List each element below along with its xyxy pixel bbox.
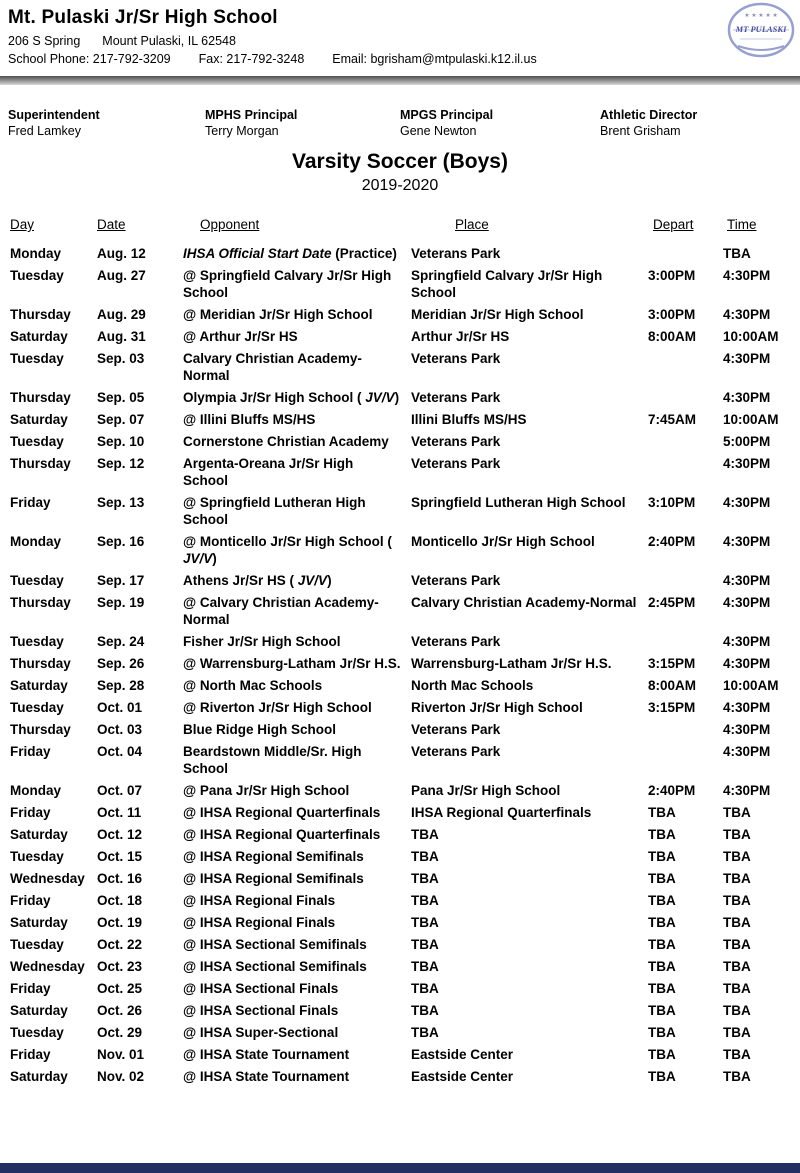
cell-depart	[648, 572, 723, 589]
cell-date: Oct. 07	[97, 783, 143, 798]
cell-date: Aug. 29	[97, 307, 146, 322]
table-row	[10, 306, 796, 323]
cell-day: Friday	[10, 893, 51, 908]
cell-time: 4:30PM	[723, 390, 771, 405]
cell-time: TBA	[723, 959, 751, 974]
cell-date: Oct. 18	[97, 893, 143, 908]
cell-day: Friday	[10, 744, 51, 759]
cell-time: 4:30PM	[723, 634, 771, 649]
cell-day: Saturday	[10, 678, 68, 693]
page-title: Varsity Soccer (Boys)	[292, 150, 508, 173]
cell-depart	[648, 245, 723, 262]
table-row	[10, 533, 796, 567]
page-header	[0, 0, 800, 66]
title-block	[0, 150, 800, 195]
cell-time: 4:30PM	[723, 744, 771, 759]
cell-time: TBA	[723, 805, 751, 820]
cell-day: Friday	[10, 1047, 51, 1062]
cell-day: Saturday	[10, 915, 68, 930]
season-label: 2019-2020	[361, 177, 439, 194]
cell-opponent: @ IHSA Regional Semifinals	[183, 871, 364, 886]
cell-opponent: @ IHSA Sectional Semifinals	[183, 937, 367, 952]
table-row	[10, 914, 796, 931]
cell-depart: 3:15PM	[648, 700, 696, 715]
staff-title: Superintendent	[8, 108, 100, 122]
cell-opponent: @ IHSA Regional Quarterfinals	[183, 805, 381, 820]
cell-depart: TBA	[648, 1069, 676, 1084]
cell-date: Sep. 13	[97, 495, 145, 510]
cell-time: 4:30PM	[723, 268, 771, 283]
cell-time: 4:30PM	[723, 722, 771, 737]
cell-time: 4:30PM	[723, 351, 771, 366]
cell-date: Sep. 12	[97, 456, 145, 471]
cell-depart: 3:10PM	[648, 495, 696, 510]
cell-day: Tuesday	[10, 434, 64, 449]
cell-date: Oct. 15	[97, 849, 143, 864]
opponent-text: JV/V	[365, 390, 395, 405]
cell-date: Oct. 11	[97, 805, 142, 820]
address-part: 206 S Spring	[8, 34, 81, 48]
table-row	[10, 980, 796, 997]
cell-day: Monday	[10, 246, 62, 261]
school-logo-graphic	[726, 2, 796, 64]
cell-time: 4:30PM	[723, 656, 771, 671]
cell-date: Sep. 17	[97, 573, 145, 588]
table-row	[10, 267, 796, 301]
cell-time: 4:30PM	[723, 595, 771, 610]
cell-place: Monticello Jr/Sr High School	[411, 534, 595, 549]
table-row	[10, 848, 796, 865]
column-header-label: Depart	[653, 217, 694, 232]
cell-date: Sep. 16	[97, 534, 145, 549]
column-header-label: Date	[97, 217, 126, 232]
cell-depart	[648, 721, 723, 738]
cell-place: Springfield Lutheran High School	[411, 495, 626, 510]
cell-day: Wednesday	[10, 871, 85, 886]
cell-opponent: @ Calvary Christian Academy-Normal	[183, 595, 379, 627]
cell-date: Oct. 26	[97, 1003, 143, 1018]
cell-place: Eastside Center	[411, 1047, 514, 1062]
cell-time: TBA	[723, 937, 751, 952]
cell-time: TBA	[723, 1003, 751, 1018]
cell-date: Sep. 10	[97, 434, 145, 449]
cell-opponent	[183, 389, 411, 406]
cell-time: TBA	[723, 1069, 751, 1084]
cell-time: 5:00PM	[723, 434, 771, 449]
table-row	[10, 677, 796, 694]
table-row	[10, 1002, 796, 1019]
column-header	[97, 217, 183, 232]
cell-day: Saturday	[10, 1003, 68, 1018]
cell-place: Riverton Jr/Sr High School	[411, 700, 583, 715]
cell-date: Oct. 16	[97, 871, 143, 886]
opponent-text: )	[327, 573, 332, 588]
table-row	[10, 1068, 796, 1085]
cell-opponent: Argenta-Oreana Jr/Sr High School	[183, 456, 354, 488]
cell-date: Oct. 03	[97, 722, 143, 737]
cell-opponent: @ Warrensburg-Latham Jr/Sr H.S.	[183, 656, 401, 671]
cell-depart: TBA	[648, 937, 676, 952]
cell-place: Illini Bluffs MS/HS	[411, 412, 527, 427]
cell-place: Veterans Park	[411, 634, 501, 649]
cell-place: TBA	[411, 981, 439, 996]
cell-time: TBA	[723, 915, 751, 930]
cell-opponent: @ Pana Jr/Sr High School	[183, 783, 350, 798]
cell-day: Tuesday	[10, 634, 64, 649]
cell-place: TBA	[411, 893, 439, 908]
staff-member	[600, 108, 800, 138]
cell-time: TBA	[723, 827, 751, 842]
cell-date: Oct. 23	[97, 959, 143, 974]
opponent-text: IHSA Official Start Date	[183, 246, 332, 261]
cell-time: TBA	[723, 871, 751, 886]
cell-depart: 2:45PM	[648, 595, 696, 610]
cell-date: Sep. 05	[97, 390, 145, 405]
staff-row	[0, 108, 800, 138]
cell-place: TBA	[411, 871, 439, 886]
cell-place: Veterans Park	[411, 722, 501, 737]
opponent-text: Olympia Jr/Sr High School (	[183, 390, 366, 405]
cell-opponent: @ IHSA State Tournament	[183, 1069, 350, 1084]
column-header	[411, 217, 648, 232]
cell-opponent: @ IHSA Regional Semifinals	[183, 849, 364, 864]
cell-opponent: @ IHSA Regional Finals	[183, 893, 336, 908]
cell-depart: TBA	[648, 1047, 676, 1062]
cell-day: Wednesday	[10, 959, 85, 974]
bottom-navy-bar	[0, 1163, 800, 1173]
cell-day: Thursday	[10, 595, 71, 610]
table-header-row	[10, 217, 796, 232]
cell-opponent: @ IHSA Sectional Semifinals	[183, 959, 367, 974]
cell-time: TBA	[723, 1025, 751, 1040]
cell-depart: 3:00PM	[648, 307, 696, 322]
cell-date: Aug. 31	[97, 329, 146, 344]
column-header-label: Time	[727, 217, 757, 232]
cell-depart	[648, 350, 723, 384]
cell-opponent: Fisher Jr/Sr High School	[183, 634, 341, 649]
column-header-label: Day	[10, 217, 35, 232]
cell-opponent: @ Arthur Jr/Sr HS	[183, 329, 298, 344]
cell-depart: TBA	[648, 915, 676, 930]
cell-date: Sep. 26	[97, 656, 145, 671]
cell-day: Tuesday	[10, 1025, 64, 1040]
cell-opponent: @ IHSA Sectional Finals	[183, 1003, 339, 1018]
cell-date: Oct. 01	[97, 700, 143, 715]
cell-opponent: @ Riverton Jr/Sr High School	[183, 700, 372, 715]
cell-time: 4:30PM	[723, 307, 771, 322]
cell-opponent: @ Illini Bluffs MS/HS	[183, 412, 316, 427]
cell-place: Eastside Center	[411, 1069, 514, 1084]
staff-name: Terry Morgan	[205, 124, 279, 138]
cell-opponent: @ IHSA Regional Finals	[183, 915, 336, 930]
cell-time: 4:30PM	[723, 700, 771, 715]
cell-date: Oct. 25	[97, 981, 143, 996]
cell-time: TBA	[723, 849, 751, 864]
cell-place: TBA	[411, 959, 439, 974]
cell-opponent: Calvary Christian Academy-Normal	[183, 351, 362, 383]
cell-day: Saturday	[10, 329, 68, 344]
contact-part: Fax: 217-792-3248	[198, 52, 305, 66]
cell-day: Tuesday	[10, 351, 64, 366]
staff-member	[400, 108, 600, 138]
table-row	[10, 721, 796, 738]
cell-day: Saturday	[10, 1069, 68, 1084]
cell-opponent: @ North Mac Schools	[183, 678, 323, 693]
contact-part: School Phone: 217-792-3209	[8, 52, 171, 66]
opponent-text: JV/V	[183, 551, 213, 566]
cell-day: Saturday	[10, 412, 68, 427]
table-row	[10, 870, 796, 887]
cell-place: Veterans Park	[411, 351, 501, 366]
logo-stars: ★ ★ ★ ★ ★	[744, 13, 778, 19]
staff-name: Gene Newton	[400, 124, 477, 138]
cell-depart: 8:00AM	[648, 329, 697, 344]
cell-place: TBA	[411, 915, 439, 930]
table-row	[10, 494, 796, 528]
cell-opponent: @ Springfield Lutheran High School	[183, 495, 366, 527]
cell-time: TBA	[723, 893, 751, 908]
cell-day: Friday	[10, 805, 51, 820]
cell-place: Warrensburg-Latham Jr/Sr H.S.	[411, 656, 612, 671]
cell-day: Tuesday	[10, 700, 64, 715]
table-row	[10, 936, 796, 953]
contact-line	[8, 52, 800, 66]
staff-title: MPHS Principal	[205, 108, 298, 122]
opponent-text: )	[394, 390, 400, 405]
cell-depart	[648, 633, 723, 650]
column-header	[723, 217, 796, 232]
opponent-text: (Practice)	[331, 246, 397, 261]
table-row	[10, 594, 796, 628]
table-row	[10, 1024, 796, 1041]
cell-depart: TBA	[648, 959, 676, 974]
cell-date: Oct. 12	[97, 827, 143, 842]
staff-title: MPGS Principal	[400, 108, 494, 122]
cell-opponent: @ IHSA State Tournament	[183, 1047, 350, 1062]
cell-depart	[648, 389, 723, 406]
column-header-label: Place	[455, 217, 489, 232]
school-logo	[726, 2, 796, 64]
cell-day: Thursday	[10, 456, 71, 471]
cell-day: Tuesday	[10, 268, 64, 283]
cell-place: Meridian Jr/Sr High School	[411, 307, 584, 322]
cell-place: Arthur Jr/Sr HS	[411, 329, 510, 344]
cell-date: Oct. 19	[97, 915, 143, 930]
table-row	[10, 892, 796, 909]
cell-depart: 2:40PM	[648, 783, 696, 798]
cell-day: Monday	[10, 783, 62, 798]
cell-place: Veterans Park	[411, 573, 501, 588]
cell-time: 4:30PM	[723, 783, 771, 798]
staff-title: Athletic Director	[600, 108, 698, 122]
cell-day: Thursday	[10, 390, 71, 405]
column-header	[648, 217, 723, 232]
table-row	[10, 699, 796, 716]
cell-depart: TBA	[648, 849, 676, 864]
column-header-label: Opponent	[200, 217, 260, 232]
opponent-text: JV/V	[297, 573, 328, 588]
cell-depart: 8:00AM	[648, 678, 697, 693]
cell-date: Oct. 22	[97, 937, 143, 952]
cell-place: TBA	[411, 937, 439, 952]
cell-place: Springfield Calvary Jr/Sr High School	[411, 268, 603, 300]
cell-opponent: @ IHSA Regional Quarterfinals	[183, 827, 381, 842]
cell-date: Sep. 19	[97, 595, 145, 610]
table-row	[10, 958, 796, 975]
cell-date: Oct. 04	[97, 744, 143, 759]
table-row	[10, 804, 796, 821]
opponent-text: Athens Jr/Sr HS (	[183, 573, 298, 588]
contact-part: Email: bgrisham@mtpulaski.k12.il.us	[332, 52, 537, 66]
cell-opponent	[183, 572, 411, 589]
cell-opponent: @ IHSA Sectional Finals	[183, 981, 339, 996]
staff-name: Brent Grisham	[600, 124, 681, 138]
opponent-text: @ Monticello Jr/Sr High School (	[183, 534, 392, 549]
cell-opponent	[183, 245, 411, 262]
staff-member	[8, 108, 205, 138]
cell-day: Thursday	[10, 722, 71, 737]
cell-place: North Mac Schools	[411, 678, 534, 693]
cell-place: Pana Jr/Sr High School	[411, 783, 561, 798]
cell-depart	[648, 455, 723, 489]
cell-place: Veterans Park	[411, 456, 501, 471]
cell-depart	[648, 433, 723, 450]
cell-time: TBA	[723, 1047, 751, 1062]
cell-place: TBA	[411, 1025, 439, 1040]
cell-depart	[648, 743, 723, 777]
cell-time: 10:00AM	[723, 329, 779, 344]
cell-opponent: @ Meridian Jr/Sr High School	[183, 307, 373, 322]
table-row	[10, 826, 796, 843]
cell-depart: 2:40PM	[648, 534, 696, 549]
table-row	[10, 455, 796, 489]
cell-day: Saturday	[10, 827, 68, 842]
cell-time: 10:00AM	[723, 412, 779, 427]
cell-date: Oct. 29	[97, 1025, 143, 1040]
school-name: Mt. Pulaski Jr/Sr High School	[8, 7, 278, 28]
cell-place: TBA	[411, 849, 439, 864]
cell-date: Aug. 27	[97, 268, 146, 283]
table-row	[10, 743, 796, 777]
cell-depart: TBA	[648, 893, 676, 908]
schedule-table-body	[10, 245, 796, 1085]
cell-depart: TBA	[648, 805, 676, 820]
cell-day: Tuesday	[10, 937, 64, 952]
schedule-table	[0, 217, 800, 1085]
staff-name: Fred Lamkey	[8, 124, 81, 138]
cell-opponent: @ Springfield Calvary Jr/Sr High School	[183, 268, 392, 300]
cell-place: Veterans Park	[411, 744, 501, 759]
cell-opponent	[183, 533, 411, 567]
cell-place: Veterans Park	[411, 434, 501, 449]
logo-text: MT PULASKI	[735, 24, 787, 34]
staff-member	[205, 108, 400, 138]
cell-place: Veterans Park	[411, 390, 501, 405]
cell-date: Sep. 24	[97, 634, 145, 649]
cell-day: Friday	[10, 495, 51, 510]
cell-opponent: Cornerstone Christian Academy	[183, 434, 389, 449]
opponent-text: )	[212, 551, 217, 566]
address-line	[8, 34, 800, 48]
table-row	[10, 655, 796, 672]
horizontal-rule	[0, 76, 800, 85]
cell-day: Thursday	[10, 307, 71, 322]
cell-date: Nov. 02	[97, 1069, 145, 1084]
address-part: Mount Pulaski, IL 62548	[102, 34, 236, 48]
cell-day: Thursday	[10, 656, 71, 671]
cell-depart: 3:00PM	[648, 268, 696, 283]
cell-day: Monday	[10, 534, 62, 549]
cell-date: Sep. 28	[97, 678, 145, 693]
cell-place: TBA	[411, 827, 439, 842]
table-row	[10, 433, 796, 450]
table-row	[10, 245, 796, 262]
table-row	[10, 389, 796, 406]
cell-time: 4:30PM	[723, 534, 771, 549]
cell-depart: TBA	[648, 981, 676, 996]
table-row	[10, 350, 796, 384]
cell-date: Sep. 03	[97, 351, 145, 366]
cell-opponent: Blue Ridge High School	[183, 722, 337, 737]
cell-time: 4:30PM	[723, 573, 771, 588]
cell-time: TBA	[723, 981, 751, 996]
cell-time: TBA	[723, 246, 751, 261]
cell-day: Tuesday	[10, 849, 64, 864]
cell-time: 4:30PM	[723, 456, 771, 471]
column-header	[10, 217, 97, 232]
cell-depart: 3:15PM	[648, 656, 696, 671]
cell-opponent: @ IHSA Super-Sectional	[183, 1025, 339, 1040]
cell-depart: TBA	[648, 871, 676, 886]
table-row	[10, 782, 796, 799]
table-row	[10, 572, 796, 589]
cell-place: IHSA Regional Quarterfinals	[411, 805, 592, 820]
cell-place: Veterans Park	[411, 246, 501, 261]
cell-time: 10:00AM	[723, 678, 779, 693]
table-row	[10, 411, 796, 428]
cell-date: Sep. 07	[97, 412, 145, 427]
cell-opponent: Beardstown Middle/Sr. High School	[183, 744, 362, 776]
cell-date: Nov. 01	[97, 1047, 145, 1062]
cell-depart: TBA	[648, 1003, 676, 1018]
column-header	[183, 217, 411, 232]
table-row	[10, 328, 796, 345]
table-row	[10, 633, 796, 650]
table-row	[10, 1046, 796, 1063]
cell-depart: TBA	[648, 1025, 676, 1040]
cell-day: Tuesday	[10, 573, 64, 588]
cell-place: TBA	[411, 1003, 439, 1018]
cell-depart: TBA	[648, 827, 676, 842]
cell-depart: 7:45AM	[648, 412, 697, 427]
cell-date: Aug. 12	[97, 246, 146, 261]
cell-time: 4:30PM	[723, 495, 771, 510]
cell-place: Calvary Christian Academy-Normal	[411, 595, 637, 610]
cell-day: Friday	[10, 981, 51, 996]
